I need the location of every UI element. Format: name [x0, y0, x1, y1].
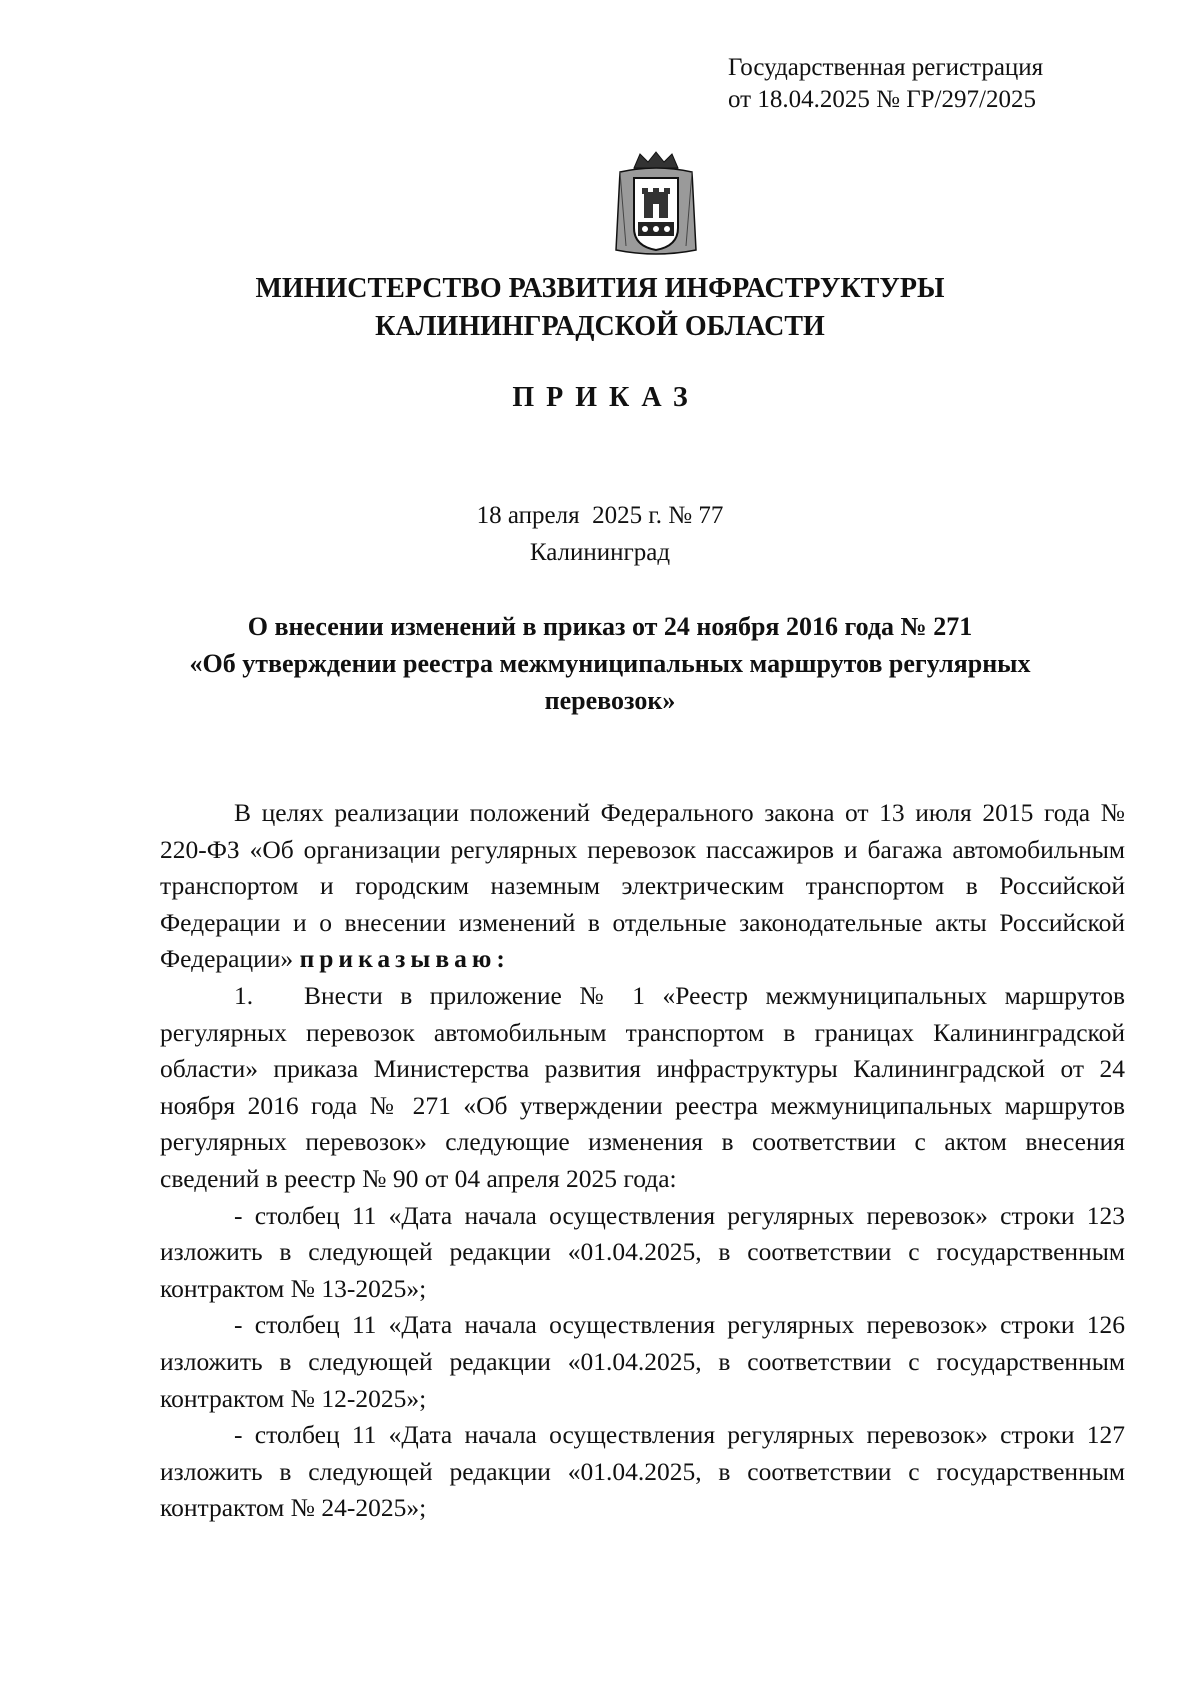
document-type: ПРИКАЗ: [512, 382, 700, 413]
coat-of-arms-icon: [612, 150, 700, 258]
item-1-paragraph: [160, 978, 1125, 1198]
document-body: [160, 795, 1125, 1527]
registration-stamp: [728, 52, 1043, 116]
item-1-text: Внести в приложение № 1 «Реестр межмуниципальных маршрутов регулярных перевозок автомобильным транспортом в границах Калининградской области» приказа Министерства развития инфраструктуры Калининградской от 24 ноября 2016 года № 271 «Об утверждении реестра межмуниципальных маршрутов регулярных перевозок» следующие изменения в соответствии с актом внесения сведений в реестр № 90 от 04 апреля 2025 года:: [160, 980, 1125, 1193]
change-item: - столбец 11 «Дата начала осуществления регулярных перевозок» строки 123 изложить в следующей редакции «01.04.2025, в соответствии с государственным контрактом № 13-2025»;: [160, 1200, 1125, 1303]
preamble-text: В целях реализации положений Федерального закона от 13 июля 2015 года № 220-ФЗ «Об организации регулярных перевозок пассажиров и багажа автомобильным транспортом и городским наземным электрическим транспортом в Российской Федерации и о внесении изменений в отдельные законодательные акты Российской Федерации»: [160, 798, 1125, 974]
date-and-place: [0, 497, 1200, 571]
ministry-line-2: КАЛИНИНГРАДСКОЙ ОБЛАСТИ: [375, 311, 825, 342]
date-number: 18 апреля 2025 г. № 77: [476, 502, 724, 529]
ministry-name: [0, 270, 1200, 346]
item-1-number: 1.: [234, 980, 254, 1010]
document-subject: [180, 608, 1040, 719]
registration-line-1: Государственная регистрация: [728, 54, 1044, 81]
change-item: - столбец 11 «Дата начала осуществления регулярных перевозок» строки 126 изложить в следующей редакции «01.04.2025, в соответствии с государственным контрактом № 12-2025»;: [160, 1310, 1125, 1413]
ministry-line-1: МИНИСТЕРСТВО РАЗВИТИЯ ИНФРАСТРУКТУРЫ: [255, 273, 945, 304]
preamble-paragraph: [160, 795, 1125, 978]
change-item: - столбец 11 «Дата начала осуществления регулярных перевозок» строки 127 изложить в следующей редакции «01.04.2025, в соответствии с государственным контрактом № 24-2025»;: [160, 1420, 1125, 1523]
city: Калининград: [529, 539, 671, 566]
registration-line-2: от 18.04.2025 № ГР/297/2025: [728, 86, 1036, 113]
subject-line-1: О внесении изменений в приказ от 24 ноября 2016 года № 271: [247, 612, 973, 641]
order-word: приказываю:: [299, 944, 510, 974]
subject-line-2: «Об утверждении реестра межмуниципальных маршрутов регулярных перевозок»: [189, 649, 1031, 715]
